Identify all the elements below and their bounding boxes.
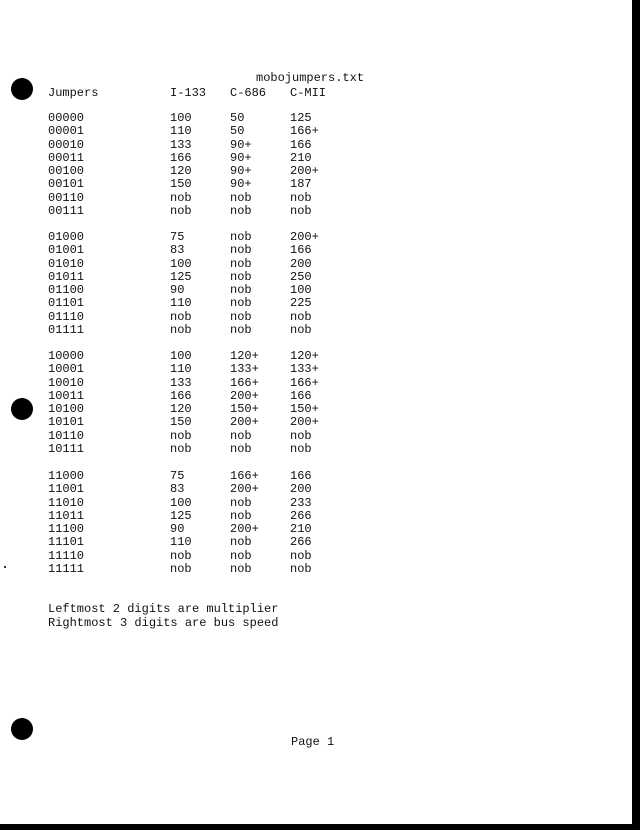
table-row	[0, 563, 400, 576]
table-row	[0, 390, 400, 403]
c686-value: nob	[230, 323, 252, 338]
cmii-value: 266	[290, 508, 312, 523]
scan-edge-bottom	[0, 824, 640, 830]
header-c686: C-686	[230, 86, 267, 100]
c686-value: 200+	[230, 415, 259, 430]
jumper-code: 01100	[48, 283, 85, 298]
cmii-value: 200	[290, 256, 312, 271]
jumper-code: 10111	[48, 442, 85, 457]
jumper-code: 11100	[48, 522, 85, 537]
table-row	[0, 284, 400, 297]
cmii-value: 210	[290, 522, 312, 537]
table-row	[0, 416, 400, 429]
note-multiplier: Leftmost 2 digits are multiplier	[48, 602, 279, 616]
c686-value: 120+	[230, 349, 259, 363]
i133-value: 75	[170, 230, 185, 244]
jumper-code: 01110	[48, 309, 85, 324]
i133-value: nob	[170, 190, 192, 205]
c686-value: 90+	[230, 150, 252, 165]
jumper-code: 10100	[48, 402, 85, 417]
table-row	[0, 443, 400, 456]
i133-value: 166	[170, 388, 192, 403]
table-row	[0, 271, 400, 284]
table-row	[0, 483, 400, 496]
table-row	[0, 231, 400, 244]
table-row	[0, 125, 400, 138]
i133-value: 110	[170, 296, 192, 311]
cmii-value: 166	[290, 469, 312, 483]
cmii-value: 166	[290, 388, 312, 403]
c686-value: nob	[230, 296, 252, 311]
jumper-group-3	[0, 350, 400, 456]
c686-value: 50	[230, 124, 245, 139]
cmii-value: 125	[290, 111, 312, 125]
c686-value: nob	[230, 428, 252, 443]
i133-value: nob	[170, 428, 192, 443]
c686-value: 200+	[230, 482, 259, 497]
cmii-value: 200+	[290, 230, 319, 244]
table-row	[0, 165, 400, 178]
i133-value: 100	[170, 495, 192, 510]
document-filename: mobojumpers.txt	[256, 71, 365, 85]
i133-value: 133	[170, 137, 192, 152]
i133-value: 125	[170, 508, 192, 523]
cmii-value: 166+	[290, 124, 319, 139]
cmii-value: 233	[290, 495, 312, 510]
cmii-value: 266	[290, 535, 312, 550]
header-cmii: C-MII	[290, 86, 327, 100]
i133-value: nob	[170, 309, 192, 324]
cmii-value: nob	[290, 442, 312, 457]
i133-value: nob	[170, 204, 192, 219]
jumper-code: 11110	[48, 548, 85, 563]
c686-value: 50	[230, 111, 245, 125]
c686-value: nob	[230, 562, 252, 577]
i133-value: nob	[170, 562, 192, 577]
table-row	[0, 550, 400, 563]
i133-value: 100	[170, 256, 192, 271]
cmii-value: 150+	[290, 402, 319, 417]
table-row	[0, 244, 400, 257]
table-row	[0, 258, 400, 271]
cmii-value: 133+	[290, 362, 319, 377]
i133-value: 125	[170, 269, 192, 284]
page-number: Page 1	[291, 735, 335, 749]
cmii-value: 200	[290, 482, 312, 497]
cmii-value: 187	[290, 177, 312, 192]
punch-hole-bottom	[11, 718, 33, 740]
table-row	[0, 152, 400, 165]
cmii-value: nob	[290, 309, 312, 324]
c686-value: nob	[230, 508, 252, 523]
i133-value: 90	[170, 522, 185, 537]
c686-value: 90+	[230, 177, 252, 192]
i133-value: 133	[170, 375, 192, 390]
table-row	[0, 139, 400, 152]
c686-value: 133+	[230, 362, 259, 377]
cmii-value: 120+	[290, 349, 319, 363]
i133-value: 150	[170, 415, 192, 430]
i133-value: nob	[170, 323, 192, 338]
table-row	[0, 497, 400, 510]
jumper-code: 10001	[48, 362, 85, 377]
jumper-code: 01111	[48, 323, 85, 338]
cmii-value: nob	[290, 548, 312, 563]
table-row	[0, 430, 400, 443]
c686-value: nob	[230, 204, 252, 219]
header-i133: I-133	[170, 86, 207, 100]
i133-value: 83	[170, 482, 185, 497]
cmii-value: 166	[290, 137, 312, 152]
jumper-group-4	[0, 470, 400, 576]
table-row	[0, 178, 400, 191]
cmii-value: nob	[290, 323, 312, 338]
i133-value: nob	[170, 442, 192, 457]
jumper-code: 11010	[48, 495, 85, 510]
jumper-code: 11001	[48, 482, 85, 497]
i133-value: 110	[170, 124, 192, 139]
i133-value: 100	[170, 349, 192, 363]
c686-value: nob	[230, 230, 252, 244]
cmii-value: nob	[290, 428, 312, 443]
i133-value: 110	[170, 535, 192, 550]
cmii-value: 210	[290, 150, 312, 165]
table-row	[0, 536, 400, 549]
table-row	[0, 205, 400, 218]
jumper-code: 00000	[48, 111, 85, 125]
c686-value: 90+	[230, 137, 252, 152]
i133-value: 100	[170, 111, 192, 125]
c686-value: nob	[230, 548, 252, 563]
table-row	[0, 523, 400, 536]
jumper-code: 01011	[48, 269, 85, 284]
c686-value: nob	[230, 442, 252, 457]
cmii-value: 166+	[290, 375, 319, 390]
i133-value: 83	[170, 243, 185, 258]
jumper-code: 00010	[48, 137, 85, 152]
jumper-code: 10101	[48, 415, 85, 430]
note-bus-speed: Rightmost 3 digits are bus speed	[48, 616, 279, 630]
table-row	[0, 403, 400, 416]
c686-value: 166+	[230, 375, 259, 390]
c686-value: nob	[230, 309, 252, 324]
table-row	[0, 350, 400, 363]
table-row	[0, 311, 400, 324]
jumper-code: 00111	[48, 204, 85, 219]
cmii-value: 200+	[290, 415, 319, 430]
punch-hole-top	[11, 78, 33, 100]
jumper-code: 01000	[48, 230, 85, 244]
jumper-code: 11111	[48, 562, 85, 577]
jumper-code: 10010	[48, 375, 85, 390]
c686-value: 200+	[230, 522, 259, 537]
scan-edge-right	[632, 0, 640, 830]
c686-value: 166+	[230, 469, 259, 483]
i133-value: 166	[170, 150, 192, 165]
cmii-value: nob	[290, 562, 312, 577]
c686-value: 150+	[230, 402, 259, 417]
i133-value: nob	[170, 548, 192, 563]
cmii-value: 166	[290, 243, 312, 258]
jumper-code: 01010	[48, 256, 85, 271]
c686-value: nob	[230, 190, 252, 205]
cmii-value: 225	[290, 296, 312, 311]
jumper-code: 11101	[48, 535, 85, 550]
jumper-code: 00100	[48, 164, 85, 179]
table-row	[0, 470, 400, 483]
cmii-value: 200+	[290, 164, 319, 179]
jumper-code: 11000	[48, 469, 85, 483]
c686-value: 200+	[230, 388, 259, 403]
c686-value: 90+	[230, 164, 252, 179]
i133-value: 150	[170, 177, 192, 192]
i133-value: 120	[170, 402, 192, 417]
c686-value: nob	[230, 269, 252, 284]
table-row	[0, 192, 400, 205]
jumper-code: 10011	[48, 388, 85, 403]
i133-value: 110	[170, 362, 192, 377]
table-row	[0, 324, 400, 337]
jumper-code: 00011	[48, 150, 85, 165]
jumper-code: 11011	[48, 508, 85, 523]
i133-value: 120	[170, 164, 192, 179]
cmii-value: nob	[290, 204, 312, 219]
c686-value: nob	[230, 256, 252, 271]
c686-value: nob	[230, 535, 252, 550]
cmii-value: nob	[290, 190, 312, 205]
jumper-code: 00001	[48, 124, 85, 139]
jumper-code: 10110	[48, 428, 85, 443]
cmii-value: 250	[290, 269, 312, 284]
jumper-group-2	[0, 231, 400, 337]
table-row	[0, 510, 400, 523]
jumper-code: 10000	[48, 349, 85, 363]
c686-value: nob	[230, 495, 252, 510]
table-row	[0, 377, 400, 390]
c686-value: nob	[230, 283, 252, 298]
table-row	[0, 363, 400, 376]
table-row	[0, 297, 400, 310]
header-jumpers: Jumpers	[48, 86, 99, 100]
i133-value: 75	[170, 469, 185, 483]
jumper-code: 01001	[48, 243, 85, 258]
jumper-group-1	[0, 112, 400, 218]
jumper-code: 00110	[48, 190, 85, 205]
jumper-code: 00101	[48, 177, 85, 192]
table-row	[0, 112, 400, 125]
i133-value: 90	[170, 283, 185, 298]
cmii-value: 100	[290, 283, 312, 298]
jumper-code: 01101	[48, 296, 85, 311]
c686-value: nob	[230, 243, 252, 258]
